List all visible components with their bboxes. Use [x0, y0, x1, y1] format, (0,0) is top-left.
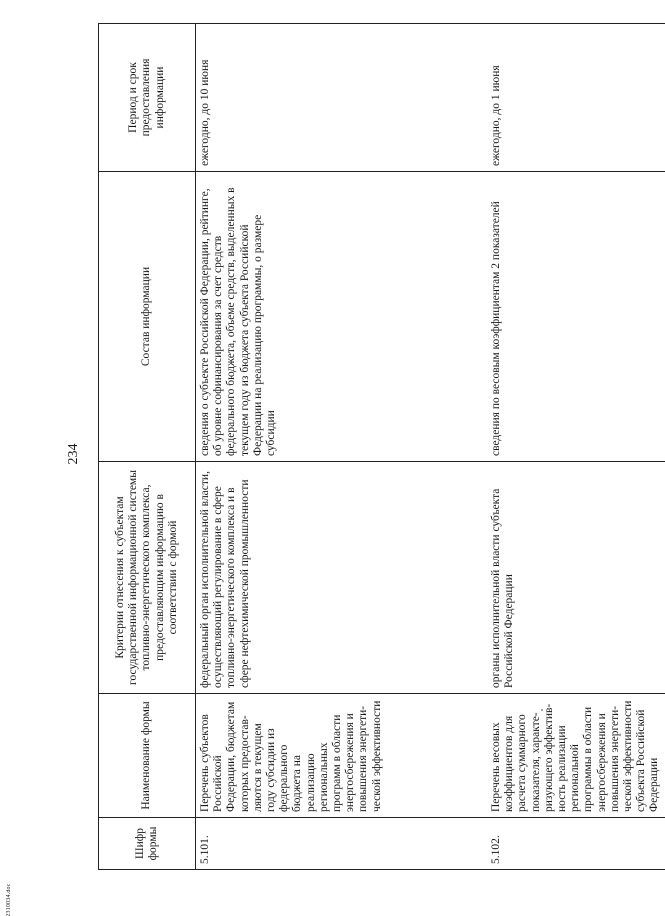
cell-name: Перечень весовых коэффициентов для расчета суммарного показателя, характе-ризующего эффектив-ность реализации региональной программы в области энергосбережения и повышения энергети-ческой эффективности субъекта Российской Федерации — [487, 694, 665, 818]
table-header-row — [99, 24, 196, 870]
cell-name: Перечень субъектов Российской Федерации, бюджетам которых предостав-ляются в текущем году субсидии из федерального бюджета на реализацию региональных программ в области энергосбережения и повышения энергети-ческой эффективности — [196, 694, 488, 818]
footer-file-code: 2310034.doc — [6, 883, 12, 916]
page-number: 234 — [66, 443, 81, 465]
table-row — [487, 24, 665, 870]
cell-period: ежегодно, до 1 июня — [487, 24, 665, 172]
cell-criteria: органы исполнительной власти субъекта Российской Федерации — [487, 462, 665, 694]
header-period: Период и срок предоставления информации — [99, 24, 196, 172]
cell-criteria: федеральный орган исполнительной власти, осуществляющий регулирование в сфере топливно-энергетического комплекса и в сфере нефтехимической промышленности — [196, 462, 488, 694]
cell-code: 5.102. — [487, 818, 665, 870]
cell-composition: сведения по весовым коэффициентам 2 показателей — [487, 172, 665, 462]
forms-table — [98, 23, 665, 870]
cell-code: 5.101. — [196, 818, 488, 870]
header-composition: Состав информации — [99, 172, 196, 462]
header-code: Шифр формы — [99, 818, 196, 870]
scan-speck — [541, 709, 543, 711]
header-name: Наименование формы — [99, 694, 196, 818]
table-row — [196, 24, 488, 870]
header-criteria: Критерии отнесения к субъектам государственной информационной системы топливно-энергетического комплекса, предоставляющим информацию в соответствии с формой — [99, 462, 196, 694]
rotated-content — [62, 24, 661, 884]
cell-composition: сведения о субъекте Российской Федерации, рейтинге, об уровне софинансирования за счет средств федерального бюджета, объеме средств, выделенных в текущем году из бюджета субъекта Российской Федерации на реализацию программы, о размере субсидии — [196, 172, 488, 462]
cell-period: ежегодно, до 10 июня — [196, 24, 488, 172]
